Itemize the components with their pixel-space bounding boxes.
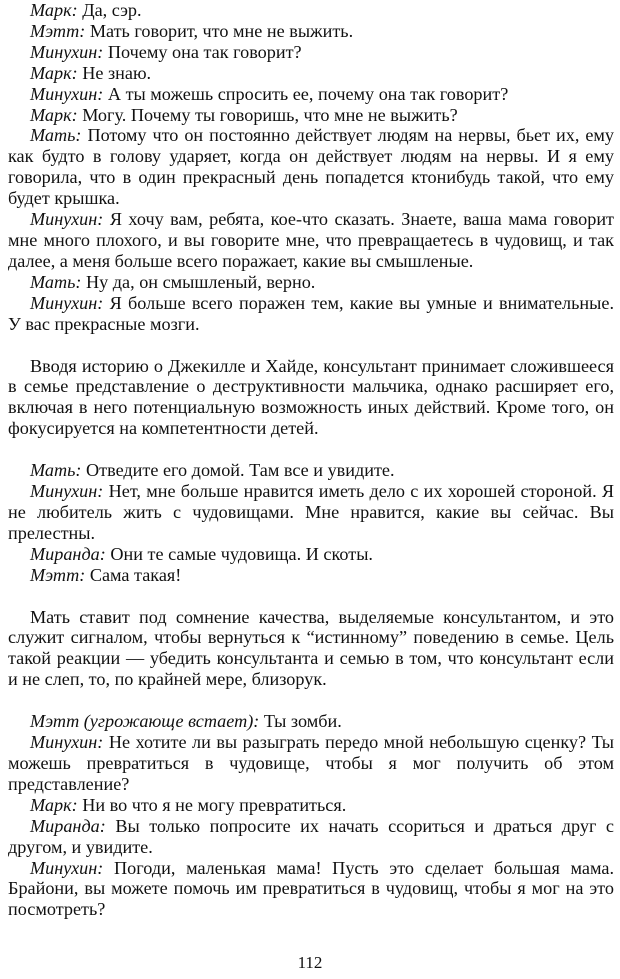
commentary-paragraph: Мать ставит под сомнение качества, выделяемые консультантом, и это служит сигналом, чтобы вернуться к “истинному” поведению в семье. Цель такой реакции — убедить консультанта и семью в том, что консультант если и не слеп, то, по крайней мере, близорук.: [8, 606, 614, 690]
dialogue-line: [8, 42, 614, 63]
speech-text: Не хотите ли вы разыграть передо мной небольшую сценку? Ты можешь превратиться в чудовище, чтобы я мог получить об этом представление?: [8, 732, 614, 794]
commentary-paragraph: Вводя историю о Джекилле и Хайде, консультант принимает сложившееся в семье представление о деструктивности мальчика, однако расширяет его, включая в него потенциальную возможность иных действий. Кроме того, он фокусируется на компетентности детей.: [8, 355, 614, 439]
dialogue-line: [8, 84, 614, 105]
paragraph-gap: [8, 690, 614, 711]
speech-text: Сама такая!: [89, 564, 182, 585]
dialogue-line: [8, 272, 614, 293]
speech-text: Мать говорит, что мне не выжить.: [89, 20, 354, 41]
speech-text: Ты зомби.: [263, 711, 342, 732]
speaker-name: Мать:: [30, 460, 82, 481]
dialogue-line: [8, 460, 614, 481]
speaker-name: Мэтт:: [30, 564, 86, 585]
dialogue-line: [8, 209, 614, 272]
dialogue-line: [8, 63, 614, 84]
speaker-name: Мэтт:: [30, 20, 86, 41]
speech-text: Потому что он постоянно действует людям на нервы, бьет их, ему как будто в голову ударяет, когда он действует людям на нервы. И я ему говорила, что в один прекрасный день попадется ктонибудь такой, что ему будет крышка.: [8, 125, 615, 209]
dialogue-line: [8, 105, 614, 126]
speaker-name: Мать:: [30, 271, 82, 292]
speech-text: Я хочу вам, ребята, кое-что сказать. Знаете, ваша мама говорит мне много плохого, и вы говорите мне, что превращаетесь в чудовищ, и так далее, а меня больше всего поражает, какие вы смышленые.: [8, 209, 615, 271]
dialogue-line: [8, 795, 614, 816]
speech-text: Могу. Почему ты говоришь, что мне не выжить?: [82, 104, 458, 125]
page-body: [8, 0, 614, 920]
paragraph-gap: [8, 335, 614, 356]
speaker-name: Минухин:: [30, 857, 104, 878]
speech-text: Да, сэр.: [82, 0, 142, 20]
dialogue-line: [8, 21, 614, 42]
speech-text: Я больше всего поражен тем, какие вы умные и внимательные. У вас прекрасные мозги.: [8, 292, 615, 334]
speaker-name: Марк:: [30, 0, 78, 20]
speaker-name: Марк:: [30, 104, 78, 125]
dialogue-line: [8, 293, 614, 335]
speech-text: Почему она так говорит?: [107, 41, 302, 62]
dialogue-line: [8, 711, 614, 732]
speaker-name: Мэтт (угрожающе встает):: [30, 711, 260, 732]
speaker-name: Миранда:: [30, 543, 106, 564]
speech-text: Нет, мне больше нравится иметь дело с их хорошей стороной. Я не любитель жить с чудовищами. Мне нравится, какие вы сейчас. Вы прелестны.: [8, 481, 615, 543]
speech-text: Ну да, он смышленый, верно.: [86, 271, 316, 292]
speech-text: Вы только попросите их начать ссориться и драться друг с другом, и увидите.: [8, 815, 614, 857]
paragraph-gap: [8, 439, 614, 460]
speaker-name: Минухин:: [30, 732, 104, 753]
dialogue-line: [8, 125, 614, 209]
speaker-name: Мать:: [30, 125, 82, 146]
dialogue-line: [8, 858, 614, 921]
dialogue-line: [8, 732, 614, 795]
speaker-name: Минухин:: [30, 209, 104, 230]
speaker-name: Минухин:: [30, 481, 104, 502]
speech-text: Погоди, маленькая мама! Пусть это сделает большая мама. Брайони, вы можете помочь им превратиться в чудовищ, чтобы я мог на это посмотреть?: [8, 857, 615, 920]
speaker-name: Минухин:: [30, 41, 104, 62]
dialogue-line: [8, 481, 614, 544]
speech-text: А ты можешь спросить ее, почему она так говорит?: [107, 83, 509, 104]
dialogue-line: [8, 565, 614, 586]
dialogue-line: [8, 0, 614, 21]
dialogue-line: [8, 544, 614, 565]
speaker-name: Марк:: [30, 62, 78, 83]
speech-text: Ни во что я не могу превратиться.: [82, 794, 347, 815]
speech-text: Отведите его домой. Там все и увидите.: [86, 460, 395, 481]
speech-text: Не знаю.: [82, 62, 152, 83]
speaker-name: Миранда:: [30, 815, 106, 836]
speaker-name: Минухин:: [30, 292, 104, 313]
speaker-name: Минухин:: [30, 83, 104, 104]
speaker-name: Марк:: [30, 794, 78, 815]
paragraph-gap: [8, 586, 614, 607]
page-number: 112: [297, 953, 323, 972]
dialogue-line: [8, 816, 614, 858]
speech-text: Они те самые чудовища. И скоты.: [110, 543, 373, 564]
